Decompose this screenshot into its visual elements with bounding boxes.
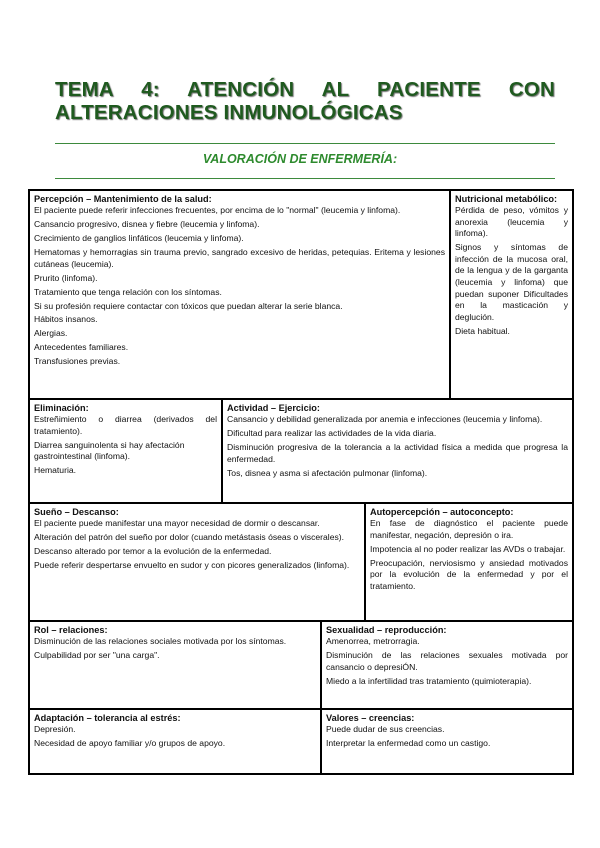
cell-heading: Valores – creencias: — [326, 713, 415, 723]
list-item: Si su profesión requiere contactar con tóxicos que puedan alterar la serie blanca. — [34, 300, 343, 311]
list-item: Hábitos insanos. — [34, 314, 98, 325]
list-item: Transfusiones previas. — [34, 356, 121, 367]
cell-heading: Actividad – Ejercicio: — [227, 403, 320, 413]
list-item: Signos y síntomas de infección de la mucosa oral, de la lengua y de la garganta (leucemia y linfoma) que puedan suponer Dificultades en la masticación y deglución. — [455, 242, 568, 322]
cell-eliminacion — [30, 400, 223, 504]
cell-actividad — [223, 400, 572, 504]
list-item: Puede referir despertarse envuelto en sudor y con picores generalizados (linfoma). — [34, 559, 350, 570]
list-item: Puede dudar de sus creencias. — [326, 724, 445, 734]
list-item: Hematuria. — [34, 465, 77, 476]
title-divider — [55, 143, 555, 144]
valoracion-table — [28, 189, 574, 775]
list-item: Diarrea sanguinolenta si hay afectación gastrointestinal (linfoma). — [34, 439, 185, 462]
list-item: Disminución de las relaciones sociales motivada por los síntomas. — [34, 636, 287, 646]
cell-valores — [322, 710, 572, 773]
list-item: Tos, disnea y asma si afectación pulmonar (linfoma). — [227, 467, 428, 478]
list-item: Pérdida de peso, vómitos y anorexia (leucemia y linfoma). — [455, 205, 568, 239]
cell-percepcion — [30, 191, 451, 400]
list-item: Necesidad de apoyo familiar y/o grupos de apoyo. — [34, 737, 226, 748]
list-item: Alteración del patrón del sueño por dolor (cuando metástasis óseas o viscerales). — [34, 531, 345, 542]
cell-heading: Adaptación – tolerancia al estrés: — [34, 713, 181, 723]
list-item: El paciente puede manifestar una mayor necesidad de dormir o descansar. — [34, 518, 320, 528]
subtitle-divider — [55, 178, 555, 179]
list-item: Amenorrea, metrorragia. — [326, 636, 420, 646]
title-line-1: TEMA 4: ATENCIÓN AL PACIENTE CON — [55, 78, 555, 101]
list-item: El paciente puede referir infecciones frecuentes, por encima de lo "normal" (leucemia y linfoma). — [34, 205, 401, 215]
list-item: Disminución de las relaciones sexuales motivada por cansancio o depresiÓN. — [326, 649, 568, 672]
page-title — [55, 78, 555, 124]
list-item: Descanso alterado por temor a la evolución de la enfermedad. — [34, 545, 272, 556]
list-item: Disminución progresiva de la tolerancia a la actividad física a medida que progresa la enfermedad. — [227, 441, 568, 464]
cell-heading: Sueño – Descanso: — [34, 507, 119, 517]
cell-heading: Autopercepción – autoconcepto: — [370, 507, 514, 517]
list-item: Prurito (linfoma). — [34, 272, 98, 283]
list-item: Tratamiento que tenga relación con los síntomas. — [34, 286, 222, 297]
list-item: Culpabilidad por ser "una carga". — [34, 649, 160, 660]
cell-heading: Percepción – Mantenimiento de la salud: — [34, 194, 212, 204]
list-item: Estreñimiento o diarrea (derivados del tratamiento). — [34, 414, 217, 436]
list-item: Cansancio y debilidad generalizada por anemia e infecciones (leucemia y linfoma). — [227, 414, 543, 424]
list-item: Dificultad para realizar las actividades de la vida diaria. — [227, 427, 437, 438]
section-subtitle: VALORACIÓN DE ENFERMERÍA: — [202, 152, 398, 166]
cell-rol — [30, 622, 322, 710]
list-item: Alergias. — [34, 328, 68, 339]
cell-heading: Rol – relaciones: — [34, 625, 108, 635]
list-item: Depresión. — [34, 724, 76, 734]
cell-adaptacion — [30, 710, 322, 773]
title-line-2: ALTERACIONES INMUNOLÓGICAS — [55, 101, 403, 124]
list-item: Preocupación, nerviosismo y ansiedad motivados por la evolución de la enfermedad y por el tratamiento. — [370, 557, 568, 591]
list-item: Impotencia al no poder realizar las AVDs o trabajar. — [370, 543, 566, 554]
cell-heading: Sexualidad – reproducción: — [326, 625, 447, 635]
cell-heading: Nutricional metabólico: — [455, 194, 558, 204]
list-item: Miedo a la infertilidad tras tratamiento (quimioterapia). — [326, 675, 532, 686]
cell-nutricional — [451, 191, 572, 400]
cell-heading: Eliminación: — [34, 403, 89, 413]
list-item: Antecedentes familiares. — [34, 342, 129, 353]
cell-sexualidad — [322, 622, 572, 710]
list-item: En fase de diagnóstico el paciente puede manifestar, negación, depresión o ira. — [370, 518, 568, 540]
list-item: Hematomas y hemorragias sin trauma previo, sangrado excesivo de heridas, petequias. Eritema y lesiones cutáneas (leucemia). — [34, 246, 445, 269]
list-item: Dieta habitual. — [455, 325, 510, 336]
cell-autopercepcion — [366, 504, 572, 622]
list-item: Interpretar la enfermedad como un castigo. — [326, 737, 491, 748]
list-item: Cansancio progresivo, disnea y fiebre (leucemia y linfoma). — [34, 218, 260, 229]
cell-sueno — [30, 504, 366, 622]
list-item: Crecimiento de ganglios linfáticos (leucemia y linfoma). — [34, 232, 244, 243]
